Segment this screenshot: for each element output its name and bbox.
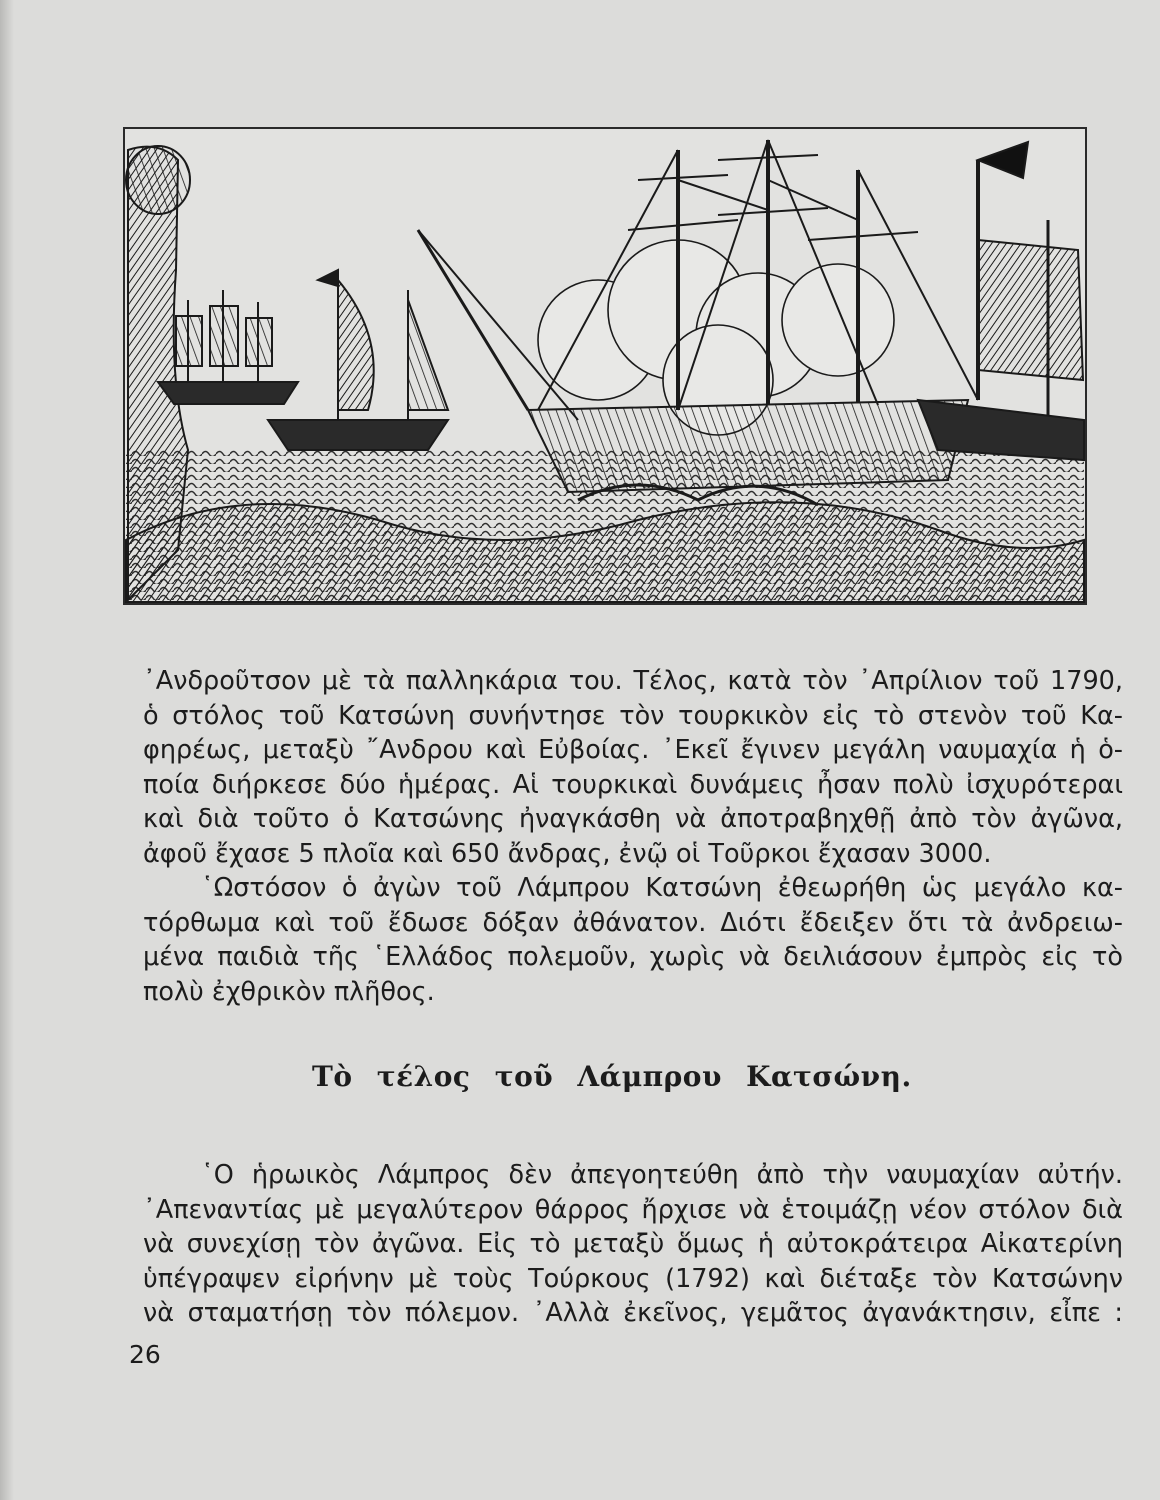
text-line: ῾Ωστόσον ὁ ἀγὼν τοῦ Λάμπρου Κατσώνη ἐθεωρήθη ὡς μεγάλο κα- [201,873,1123,903]
text-line: μένα παιδιὰ τῆς ῾Ελλάδος πολεμοῦν, χωρὶς νὰ δειλιάσουν ἐμπρὸς εἰς τὸ [143,942,1123,972]
paragraph-battle-narrative [143,664,1123,871]
text-line: καὶ διὰ τοῦτο ὁ Κατσώνης ἠναγκάσθη νὰ ἀποτραβηχθῇ ἀπὸ τὸν ἀγῶνα, [143,804,1123,834]
text-line: τόρθωμα καὶ τοῦ ἔδωσε δόξαν ἀθάνατον. Διότι ἔδειξεν ὅτι τὰ ἀνδρειω- [143,907,1123,938]
text-line: ὁ στόλος τοῦ Κατσώνη συνήντησε τὸν τουρκικὸν εἰς τὸ στενὸν τοῦ Κα- [143,700,1123,731]
paragraph-glory [143,871,1123,1009]
page-edge-shadow [0,0,14,1500]
paragraph-end-of-katsonis [143,1158,1123,1331]
text-line: φηρέως, μεταξὺ ῎Ανδρου καὶ Εὐβοίας. ᾿Εκεῖ ἔγινεν μεγάλη ναυμαχία ἡ ὁ- [143,735,1123,765]
text-line: ᾿Ανδροῦτσον μὲ τὰ παλληκάρια του. Τέλος, κατὰ τὸν ᾿Απρίλιον τοῦ 1790, [143,666,1123,696]
text-line: νὰ συνεχίσῃ τὸν ἀγῶνα. Εἰς τὸ μεταξὺ ὅμως ἡ αὐτοκράτειρα Αἰκατερίνη [143,1229,1123,1259]
text-line: ὑπέγραψεν εἰρήνην μὲ τοὺς Τούρκους (1792) καὶ διέταξε τὸν Κατσώνην [143,1263,1123,1294]
text-line: ἀφοῦ ἔχασε 5 πλοῖα καὶ 650 ἄνδρας, ἐνῷ οἱ Τοῦρκοι ἔχασαν 3000. [143,838,992,869]
section-heading: Τὸ τέλος τοῦ Λάμπρου Κατσώνη. [312,1060,912,1093]
naval-battle-illustration [118,120,1092,610]
text-line: ῾Ο ἡρωικὸς Λάμπρος δὲν ἀπεγοητεύθη ἀπὸ τὴν ναυμαχίαν αὐτήν. [201,1160,1123,1190]
text-line: ποία διήρκεσε δύο ἡμέρας. Αἱ τουρκικαὶ δυνάμεις ἦσαν πολὺ ἰσχυρότεραι [143,769,1123,800]
text-line: ᾿Απεναντίας μὲ μεγαλύτερον θάρρος ἤρχισε νὰ ἑτοιμάζῃ νέον στόλον διὰ [143,1194,1123,1225]
page-number: 26 [129,1340,161,1369]
text-line: νὰ σταματήσῃ τὸν πόλεμον. ᾿Αλλὰ ἐκεῖνος, γεμᾶτος ἀγανάκτησιν, εἶπε : [143,1298,1123,1328]
text-line: πολὺ ἐχθρικὸν πλῆθος. [143,976,435,1007]
